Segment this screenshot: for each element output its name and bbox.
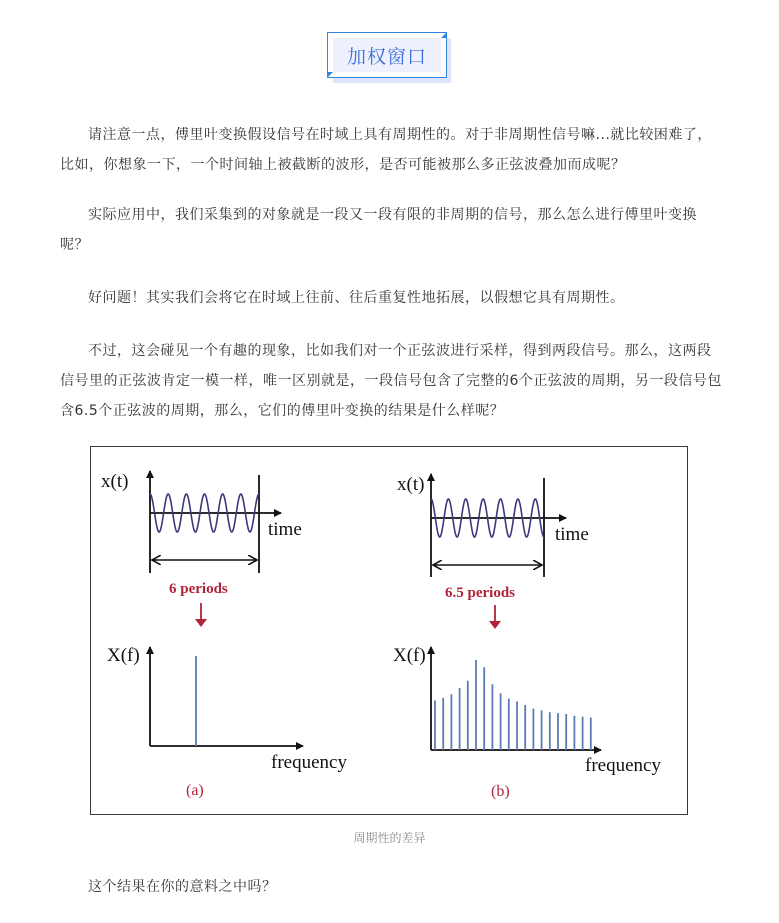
panel-a-freq-ylabel: X(f) — [107, 645, 140, 666]
panel-a-time-ylabel: x(t) — [101, 471, 129, 492]
panel-b-time-xlabel: time — [555, 524, 589, 545]
panel-b-freq-ylabel: X(f) — [393, 645, 426, 666]
section-title: 加权窗口 — [346, 45, 427, 68]
periodicity-figure — [90, 446, 688, 815]
paragraph-3: 好问题！其实我们会将它在时域上往前、往后重复性地拓展，以假想它具有周期性。 — [88, 290, 625, 306]
title-inner — [333, 38, 441, 72]
paragraph-2: 实际应用中，我们采集到的对象就是一段又一段有限的非周期的信号，那么怎么进行傅里叶变换呢？ — [60, 207, 697, 253]
paragraph-1: 请注意一点，傅里叶变换假设信号在时域上具有周期性的。对于非周期性信号嘛...就比较困难了，比如，你想象一下，一个时间轴上被截断的波形，是否可能被那么多正弦波叠加而成呢？ — [60, 127, 712, 173]
panel-a-freq-xlabel: frequency — [271, 752, 347, 773]
section-title-badge — [327, 32, 451, 82]
panel-a-down-arrowhead-icon — [195, 619, 207, 627]
panel-b-down-arrowhead-icon — [489, 621, 501, 629]
panel-b-freq-xlabel: frequency — [585, 755, 661, 776]
figure-canvas — [91, 447, 687, 814]
panel-a-time-xlabel: time — [268, 519, 302, 540]
panel-a-label: (a) — [186, 782, 204, 799]
corner-decoration-icon — [441, 32, 447, 38]
panel-b-periods-label: 6.5 periods — [445, 585, 516, 601]
panel-a-periods-label: 6 periods — [169, 581, 228, 597]
figure-caption: 周期性的差异 — [353, 831, 426, 845]
title-box — [327, 32, 447, 78]
corner-decoration-icon — [327, 72, 333, 78]
panel-b-label: (b) — [491, 783, 510, 800]
paragraph-4: 不过，这会碰见一个有趣的现象，比如我们对一个正弦波进行采样，得到两段信号。那么，这两段信号里的正弦波肯定一模一样，唯一区别就是，一段信号包含了完整的6个正弦波的周期，另一段信号包含6.5个正弦波的周期，那么，它们的傅里叶变换的结果是什么样呢？ — [60, 343, 722, 419]
closing-question: 这个结果在你的意料之中吗？ — [88, 879, 277, 895]
panel-b-time-ylabel: x(t) — [397, 474, 425, 495]
